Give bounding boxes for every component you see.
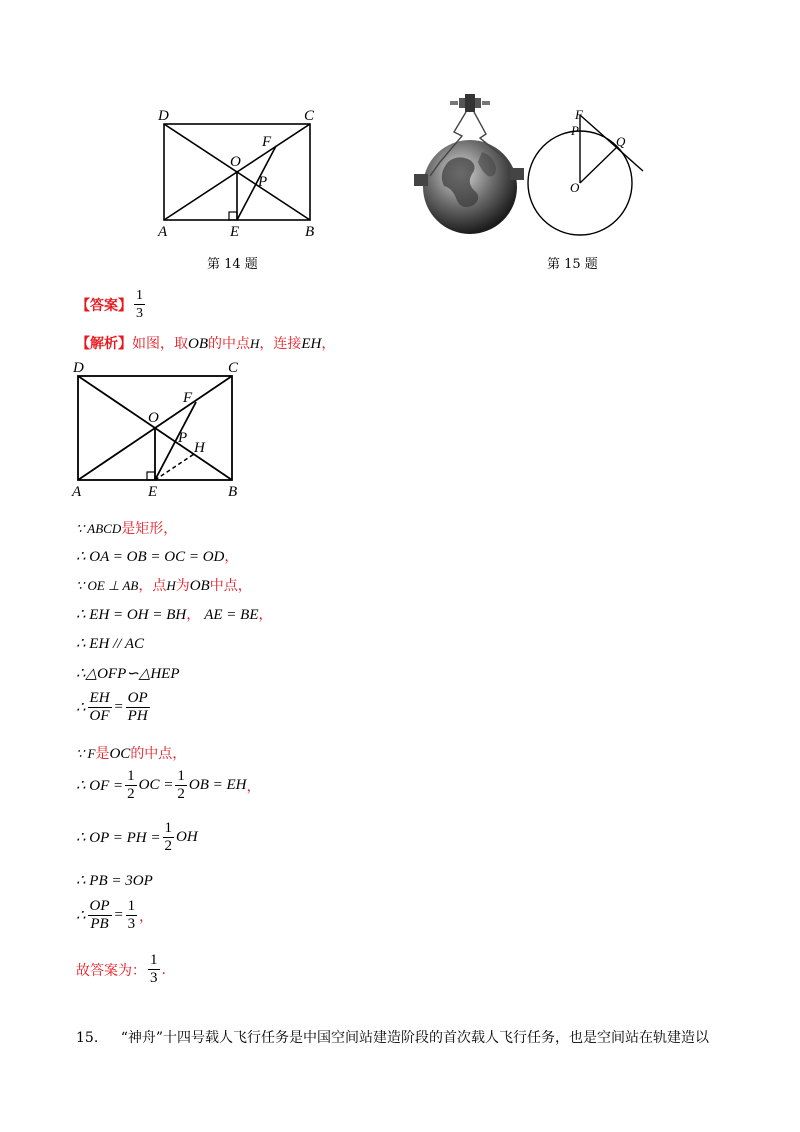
label-o: O — [570, 180, 580, 195]
problem-number: 15. — [76, 1030, 99, 1046]
label-p: P — [571, 123, 579, 138]
answer-tag: 【答案】 — [76, 297, 132, 314]
label-a: A — [158, 224, 168, 240]
answer-fraction: $\frac{1}{3}$ — [136, 288, 143, 321]
right-angle-mark — [147, 472, 155, 480]
right-angle-mark — [229, 212, 237, 220]
problem-15 — [76, 1027, 709, 1047]
label-d: D — [158, 108, 169, 124]
step-11: ∴ PB = 3OP — [76, 873, 153, 889]
label-d: D — [73, 360, 84, 376]
analysis-tag: 【解析】 — [76, 336, 132, 352]
label-p: P — [178, 430, 188, 446]
segment-ef — [237, 146, 276, 220]
label-e: E — [230, 224, 240, 240]
figure-15-caption: 第 15 题 — [547, 257, 598, 272]
figure-14-caption: 第 14 题 — [207, 257, 258, 272]
step-9: ∴ OF = $\frac{1}{2}$ OC = $\frac{1}{2}$ OB = EH ， — [76, 768, 261, 802]
step-5: ∴ EH // AC — [76, 636, 145, 652]
conclusion-line: 故答案为： $\frac{1}{3}$ . — [76, 952, 166, 986]
label-o: O — [148, 410, 159, 426]
label-f: F — [183, 390, 193, 406]
label-p: P — [258, 174, 268, 190]
step-7: ∴ $\frac{EH}{OF}$ = $\frac{OP}{PH}$ — [76, 690, 148, 724]
label-a: A — [72, 484, 82, 500]
label-q: Q — [616, 134, 626, 149]
step-6: ∴△OFP∽△HEP — [76, 666, 180, 682]
step-4: ∴ EH = OH = BH， AE = BE， — [76, 607, 273, 623]
label-o: O — [230, 154, 241, 170]
label-h: H — [194, 440, 205, 456]
analysis-figure — [70, 358, 250, 500]
segment-oq — [580, 147, 617, 183]
label-c: C — [228, 360, 239, 376]
label-e: E — [148, 484, 158, 500]
step-8: ∵ F是OC的中点， — [76, 746, 187, 762]
satellite-right — [510, 168, 524, 180]
fraction-op-ph: $\frac{OP}{PH}$ — [127, 690, 148, 724]
label-b: B — [305, 224, 315, 240]
problem-text: “神舟”十四号载人飞行任务是中国空间站建造阶段的首次载人飞行任务，也是空间站在轨建造以 — [120, 1030, 710, 1046]
label-f: F — [262, 134, 272, 150]
answer-line — [76, 287, 147, 322]
step-2: ∴ OA = OB = OC = OD， — [76, 549, 239, 565]
satellite-left — [414, 174, 428, 186]
figure-14 — [150, 100, 330, 240]
figure-15-circle — [525, 105, 660, 250]
analysis-intro: 【解析】如图，取OB的中点H，连接EH， — [76, 336, 336, 352]
step-12: ∴ $\frac{OP}{PB}$ = $\frac{1}{3}$ ， — [76, 898, 154, 932]
step-10: ∴ OP = PH = $\frac{1}{2}$ OH — [76, 820, 198, 854]
fraction-eh-of: $\frac{EH}{OF}$ — [89, 690, 110, 724]
label-f: F — [575, 107, 583, 122]
figure-15-earth-illustration — [410, 92, 530, 242]
tangent-line — [580, 115, 643, 171]
step-3: ∵ OE ⊥ AB，点H为OB中点， — [76, 578, 252, 594]
label-b: B — [228, 484, 238, 500]
label-c: C — [304, 108, 315, 124]
step-1: ∵ ABCD是矩形， — [76, 521, 178, 537]
conclusion-fraction: $\frac{1}{3}$ — [150, 952, 158, 986]
